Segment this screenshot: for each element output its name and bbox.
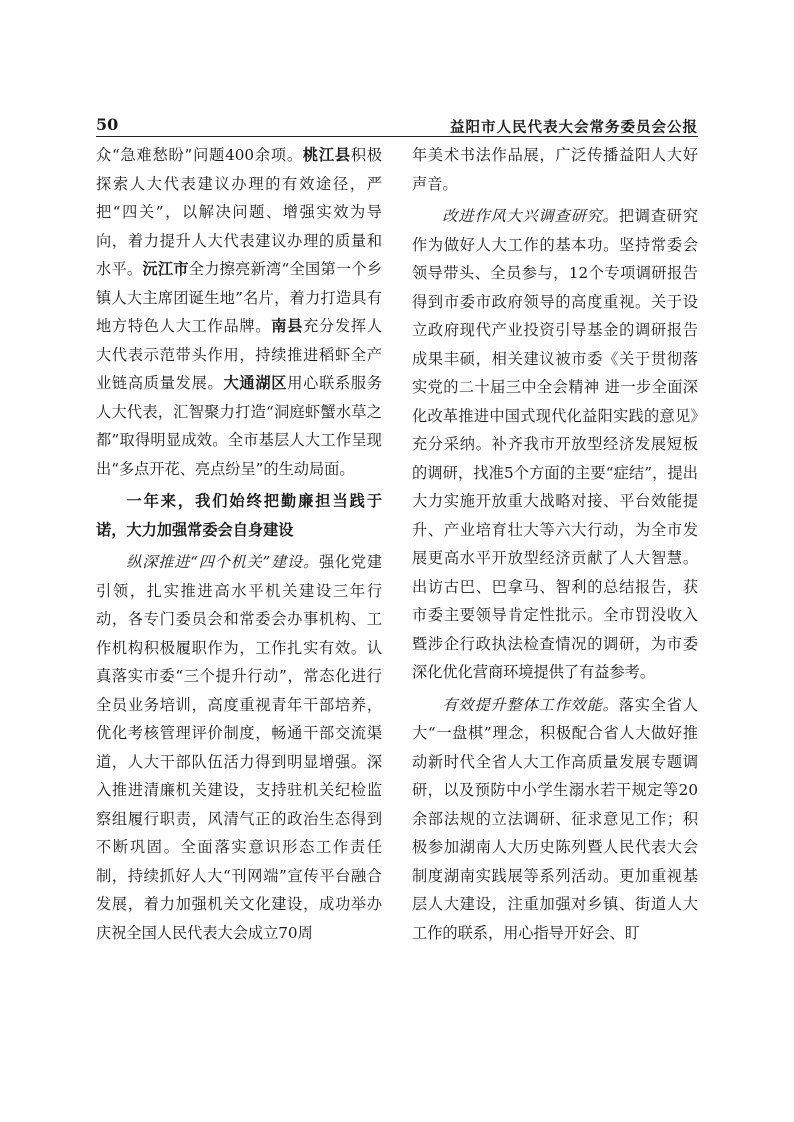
text-run: 强化党建引领，扎实推进高水平机关建设三年行动，各专门委员会和常委会办事机构、工作机构积极履职作为，工作扎实有效。认真落实市委“三个提升行动”，常态化进行全员业务培训，高度重视青年干部培养，优化考核管理评价制度，畅通干部交流渠道，人大干部队伍活力得到明显增强。深入推进清廉机关建设，支持驻机关纪检监察组履行职责，风清气正的政治生态得到不断巩固。全面落实意识形态工作责任制，持续抓好人大“刊网端”宣传平台融合发展，着力加强机关文化建设，成功举办庆祝全国人民代表大会成立70周 [96,553,383,942]
right-column [412,141,698,951]
journal-title: 益阳市人民代表大会常务委员会公报 [450,120,698,136]
county-name: 大通湖区 [223,374,288,392]
page-number: 50 [96,115,119,134]
text-run: 充分发挥人大代表示范带头作用，持续推进稻虾全产业链高质量发展。 [96,317,383,392]
paragraph [96,548,382,947]
text-run: 落实全省人大“一盘棋”理念，积极配合省人大做好推动新时代全省人大工作高质量发展专题调研，以及预防中小学生溺水若干规定等20余部法规的立法调研、征求意见工作；积极参加湖南人大历史陈列暨人民代表大会制度湖南实践展等系列活动。更加重视基层人大建设，注重加强对乡镇、街道人大工作的联系，用心指导开好会、盯 [412,695,699,942]
paragraph-kicker: 改进作风大兴调查研究。 [442,207,619,225]
page-header [96,114,698,137]
text-run: 用心联系服务人大代表，汇智聚力打造“洞庭虾蟹水草之都”取得明显成效。全市基层人大工作呈现出“多点开花、亮点纷呈”的生动局面。 [96,374,383,478]
left-column [96,141,382,951]
text-run: 众“急难愁盼”问题400余项。 [96,146,303,164]
paragraph-kicker: 纵深推进“四个机关”建设。 [126,553,319,571]
paragraph: 年美术书法作品展，广泛传播益阳人大好声音。 [412,146,698,193]
text-run: 全力擦亮新湾“全国第一个乡镇人大主席团诞生地”名片，着力打造具有地方特色人大工作品牌。 [96,260,383,335]
paragraph [412,691,698,948]
paragraph [412,202,698,687]
county-name: 桃江县 [302,146,351,164]
county-name: 南县 [271,317,304,335]
paragraph-kicker: 有效提升整体工作效能。 [442,695,619,714]
section-heading: 一年来，我们始终把勤廉担当践于诺，大力加强常委会自身建设 [96,492,382,539]
text-run: 积极探索人大代表建议办理的有效途径，严把“四关”，以解决问题、增强实效为导向，着力提升人大代表建议办理的质量和水平。 [96,146,383,278]
county-name: 沅江市 [142,260,189,278]
text-run: 把调查研究作为做好人大工作的基本功。坚持常委会领导带头、全员参与，12个专项调研报告得到市委市政府领导的高度重视。关于设立政府现代产业投资引导基金的调研报告成果丰硕，相关建议被市委《关于贯彻落实党的二十届三中全会精神 进一步全面深化改革推进中国式现代化益阳实践的意见》充分采纳。补齐我市开放型经济发展短板的调研，找准5个方面的主要“症结”，提出大力实施开放重大战略对接、平台效能提升、产业培育壮大等六大行动，为全市发展更高水平开放型经济贡献了人大智慧。出访古巴、巴拿马、智利的总结报告，获市委主要领导肯定性批示。全市罚没收入暨涉企行政执法检查情况的调研，为市委深化优化营商环境提供了有益参考。 [412,207,699,681]
paragraph [96,141,382,483]
